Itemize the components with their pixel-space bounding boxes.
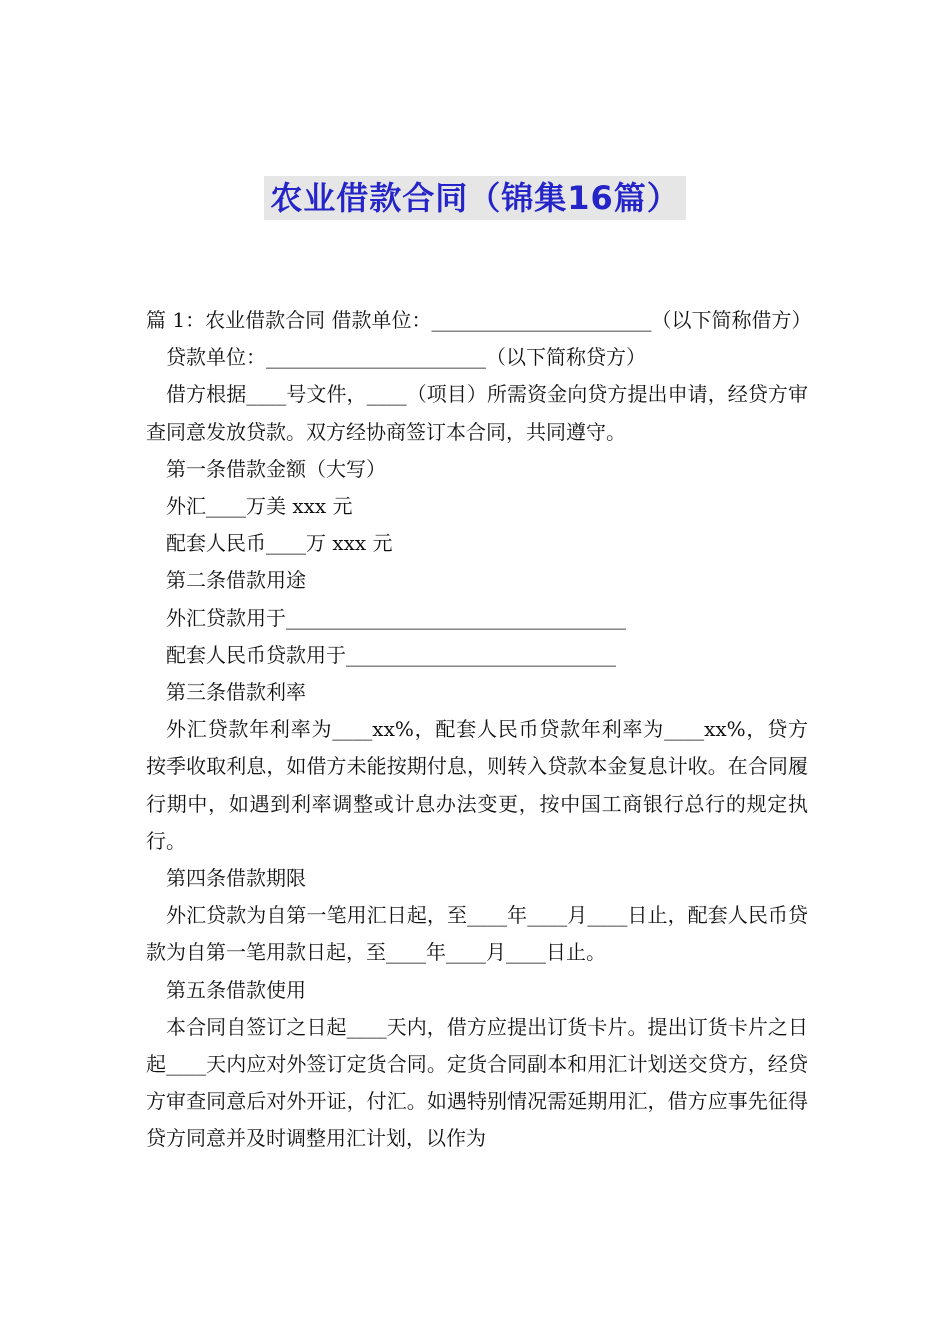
document-title: 农业借款合同（锦集16篇） xyxy=(264,176,686,220)
paragraph-usage: 本合同自签订之日起____天内，借方应提出订货卡片。提出订货卡片之日起____天内应对外签订定货合同。定货合同副本和用汇计划送交贷方，经贷方审查同意后对外开证，付汇。如遇特别情况需延期用汇，借方应事先征得贷方同意并及时调整用汇计划，以作为 xyxy=(146,1014,808,1151)
document-body xyxy=(146,302,812,1158)
paragraph-rmb-use: 配套人民币贷款用于___________________________ xyxy=(166,642,616,667)
article-2-heading: 第二条借款用途 xyxy=(166,568,306,593)
paragraph-interest-rate: 外汇贷款年利率为____xx%，配套人民币贷款年利率为____xx%，贷方按季收取利息，如借方未能按期付息，则转入贷款本金复息计收。在合同履行期中，如遇到利率调整或计息办法变更，按中国工商银行总行的规定执行。 xyxy=(146,717,808,853)
paragraph-basis: 借方根据____号文件，____（项目）所需资金向贷方提出申请，经贷方审查同意发放贷款。双方经协商签订本合同，共同遵守。 xyxy=(146,382,808,444)
paragraph-foreign-amount: 外汇____万美 xxx 元 xyxy=(166,494,353,519)
article-1-heading: 第一条借款金额（大写） xyxy=(166,456,386,481)
paragraph-rmb-amount: 配套人民币____万 xxx 元 xyxy=(166,531,393,556)
paragraph-intro: 篇 1：农业借款合同 借款单位：______________________（以下简称借方） xyxy=(146,308,812,332)
paragraph-term: 外汇贷款为自第一笔用汇日起，至____年____月____日止，配套人民币贷款为自第一笔用款日起，至____年____月____日止。 xyxy=(146,903,808,965)
title-container xyxy=(0,176,950,220)
article-4-heading: 第四条借款期限 xyxy=(166,866,306,891)
paragraph-lender: 贷款单位：______________________（以下简称贷方） xyxy=(166,345,646,370)
article-3-heading: 第三条借款利率 xyxy=(166,680,306,705)
paragraph-foreign-use: 外汇贷款用于__________________________________ xyxy=(166,605,626,630)
article-5-heading: 第五条借款使用 xyxy=(166,977,306,1002)
